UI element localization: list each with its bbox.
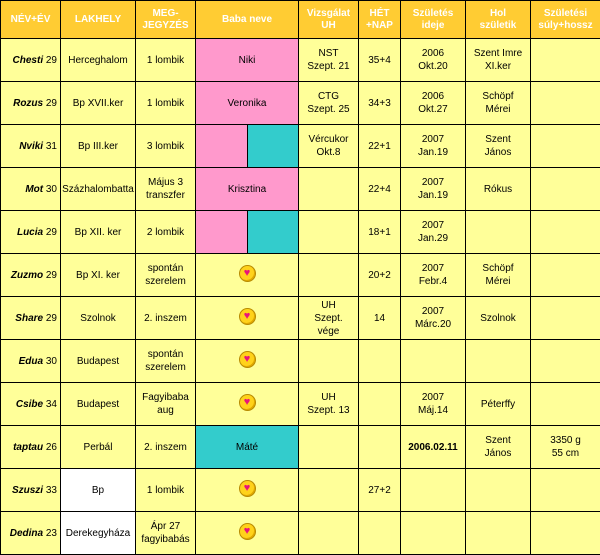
table-row [1,512,600,555]
name-cell[interactable] [1,297,61,340]
birth-cell[interactable]: 2006.02.11 [401,426,466,469]
weight-cell[interactable] [531,168,600,211]
week-cell[interactable]: 18+1 [359,211,401,254]
name-cell[interactable] [1,211,61,254]
exam-cell[interactable] [299,254,359,297]
split-color-fill [196,125,298,167]
exam-cell[interactable]: NST Szept. 21 [299,39,359,82]
heart-icon [239,308,256,325]
nickname: Chesti [13,55,44,66]
hospital-cell[interactable]: Szent János [466,426,531,469]
nickname: Mot [25,184,43,195]
hospital-cell[interactable]: Schöpf Mérei [466,254,531,297]
heart-icon [239,523,256,540]
column-header-8: Születési súly+hossz [531,1,600,39]
weight-cell[interactable] [531,254,600,297]
column-header-0: NÉV+ÉV [1,1,61,39]
age: 34 [46,399,57,410]
week-cell[interactable] [359,340,401,383]
birth-cell[interactable]: 2006 Okt.20 [401,39,466,82]
week-cell[interactable] [359,426,401,469]
place-cell[interactable]: Bp XI. ker [61,254,136,297]
birth-cell[interactable]: 2007 Márc.20 [401,297,466,340]
table-row [1,39,600,82]
weight-cell[interactable] [531,383,600,426]
name-cell[interactable] [1,168,61,211]
name-cell[interactable] [1,383,61,426]
place-cell[interactable]: Bp XII. ker [61,211,136,254]
place-cell[interactable]: Bp XVII.ker [61,82,136,125]
hospital-cell[interactable] [466,512,531,555]
name-cell[interactable] [1,512,61,555]
week-cell[interactable]: 22+4 [359,168,401,211]
hospital-cell[interactable]: Szolnok [466,297,531,340]
age: 30 [46,184,57,195]
column-header-2: MEG- JEGYZÉS [136,1,196,39]
baby-cell[interactable] [196,340,299,383]
birth-cell[interactable] [401,469,466,512]
place-cell[interactable]: Derekegyháza [61,512,136,555]
birth-cell[interactable]: 2007 Jan.19 [401,168,466,211]
weight-cell[interactable] [531,340,600,383]
place-cell[interactable]: Szolnok [61,297,136,340]
table-row [1,254,600,297]
baby-cell[interactable] [196,383,299,426]
hospital-cell[interactable] [466,340,531,383]
week-cell[interactable]: 34+3 [359,82,401,125]
baby-cell[interactable] [196,469,299,512]
note-cell[interactable]: 2. inszem [136,426,196,469]
exam-cell[interactable]: UH Szept. vége [299,297,359,340]
exam-cell[interactable]: CTG Szept. 25 [299,82,359,125]
weight-cell[interactable] [531,211,600,254]
note-cell[interactable]: Fagyibaba aug [136,383,196,426]
week-cell[interactable]: 14 [359,297,401,340]
exam-cell[interactable] [299,168,359,211]
hospital-cell[interactable]: Rókus [466,168,531,211]
table-row [1,340,600,383]
place-cell[interactable]: Budapest [61,340,136,383]
age: 23 [46,528,57,539]
name-cell[interactable] [1,254,61,297]
exam-cell[interactable] [299,512,359,555]
heart-icon [239,394,256,411]
note-cell[interactable]: 1 lombik [136,39,196,82]
name-cell[interactable] [1,125,61,168]
column-header-1: LAKHELY [61,1,136,39]
birth-cell[interactable]: 2007 Febr.4 [401,254,466,297]
name-cell[interactable] [1,82,61,125]
nickname: Nviki [19,141,43,152]
place-cell[interactable]: Herceghalom [61,39,136,82]
baby-cell[interactable]: Niki [196,39,299,82]
age: 29 [46,227,57,238]
column-header-5: HÉT +NAP [359,1,401,39]
heart-icon [239,351,256,368]
age: 30 [46,356,57,367]
hospital-cell[interactable]: Péterffy [466,383,531,426]
week-cell[interactable]: 22+1 [359,125,401,168]
baby-cell[interactable]: Veronika [196,82,299,125]
birth-cell[interactable] [401,512,466,555]
note-cell[interactable]: Ápr 27 fagyibabás [136,512,196,555]
note-cell[interactable]: 3 lombik [136,125,196,168]
heart-icon [239,480,256,497]
exam-cell[interactable]: UH Szept. 13 [299,383,359,426]
name-cell[interactable] [1,340,61,383]
hospital-cell[interactable]: Szent János [466,125,531,168]
name-cell[interactable] [1,469,61,512]
exam-cell[interactable]: Vércukor Okt.8 [299,125,359,168]
hospital-cell[interactable]: Szent Imre XI.ker [466,39,531,82]
age: 29 [46,55,57,66]
table-row [1,168,600,211]
name-cell[interactable] [1,39,61,82]
note-cell[interactable]: spontán szerelem [136,340,196,383]
week-cell[interactable] [359,512,401,555]
name-cell[interactable] [1,426,61,469]
birth-cell[interactable]: 2007 Jan.19 [401,125,466,168]
exam-cell[interactable] [299,469,359,512]
nickname: taptau [13,442,43,453]
baby-cell[interactable]: Krisztina [196,168,299,211]
note-cell[interactable]: 1 lombik [136,469,196,512]
heart-icon [239,265,256,282]
place-cell[interactable]: Budapest [61,383,136,426]
baby-cell[interactable] [196,254,299,297]
baby-cell[interactable] [196,211,299,254]
age: 29 [46,98,57,109]
weight-cell[interactable] [531,512,600,555]
hospital-cell[interactable] [466,469,531,512]
birth-cell[interactable]: 2007 Máj.14 [401,383,466,426]
table-row [1,82,600,125]
table-row [1,383,600,426]
birth-cell[interactable]: 2007 Jan.29 [401,211,466,254]
baby-cell[interactable] [196,297,299,340]
weight-cell[interactable]: 3350 g 55 cm [531,426,600,469]
split-color-fill [196,211,298,253]
note-cell[interactable]: 2 lombik [136,211,196,254]
nickname: Szuszi [12,485,43,496]
column-header-6: Születés ideje [401,1,466,39]
nickname: Dedina [10,528,43,539]
exam-cell[interactable] [299,340,359,383]
weight-cell[interactable] [531,39,600,82]
baby-cell[interactable]: Máté [196,426,299,469]
age: 29 [46,270,57,281]
week-cell[interactable]: 27+2 [359,469,401,512]
table-row [1,426,600,469]
table-row [1,211,600,254]
week-cell[interactable]: 20+2 [359,254,401,297]
baby-cell[interactable] [196,125,299,168]
note-cell[interactable]: Május 3 transzfer [136,168,196,211]
table-row [1,469,600,512]
nickname: Rozus [13,98,43,109]
weight-cell[interactable] [531,297,600,340]
age: 31 [46,141,57,152]
age: 29 [46,313,57,324]
age: 33 [46,485,57,496]
week-cell[interactable] [359,383,401,426]
nickname: Lucia [17,227,43,238]
nickname: Share [15,313,43,324]
place-cell[interactable]: Bp [61,469,136,512]
place-cell[interactable]: Százhalombatta [61,168,136,211]
baby-cell[interactable] [196,512,299,555]
column-header-7: Hol születik [466,1,531,39]
week-cell[interactable]: 35+4 [359,39,401,82]
age: 26 [46,442,57,453]
table-row [1,125,600,168]
nickname: Edua [19,356,43,367]
hospital-cell[interactable] [466,211,531,254]
hospital-cell[interactable]: Schöpf Mérei [466,82,531,125]
nickname: Csibe [16,399,43,410]
exam-cell[interactable] [299,426,359,469]
weight-cell[interactable] [531,125,600,168]
note-cell[interactable]: 2. inszem [136,297,196,340]
column-header-4: Vizsgálat UH [299,1,359,39]
table-row [1,297,600,340]
nickname: Zuzmo [11,270,43,281]
place-cell[interactable]: Bp III.ker [61,125,136,168]
place-cell[interactable]: Perbál [61,426,136,469]
note-cell[interactable]: 1 lombik [136,82,196,125]
weight-cell[interactable] [531,82,600,125]
header-row [1,1,600,39]
birth-cell[interactable]: 2006 Okt.27 [401,82,466,125]
column-header-3: Baba neve [196,1,299,39]
note-cell[interactable]: spontán szerelem [136,254,196,297]
exam-cell[interactable] [299,211,359,254]
weight-cell[interactable] [531,469,600,512]
birth-cell[interactable] [401,340,466,383]
